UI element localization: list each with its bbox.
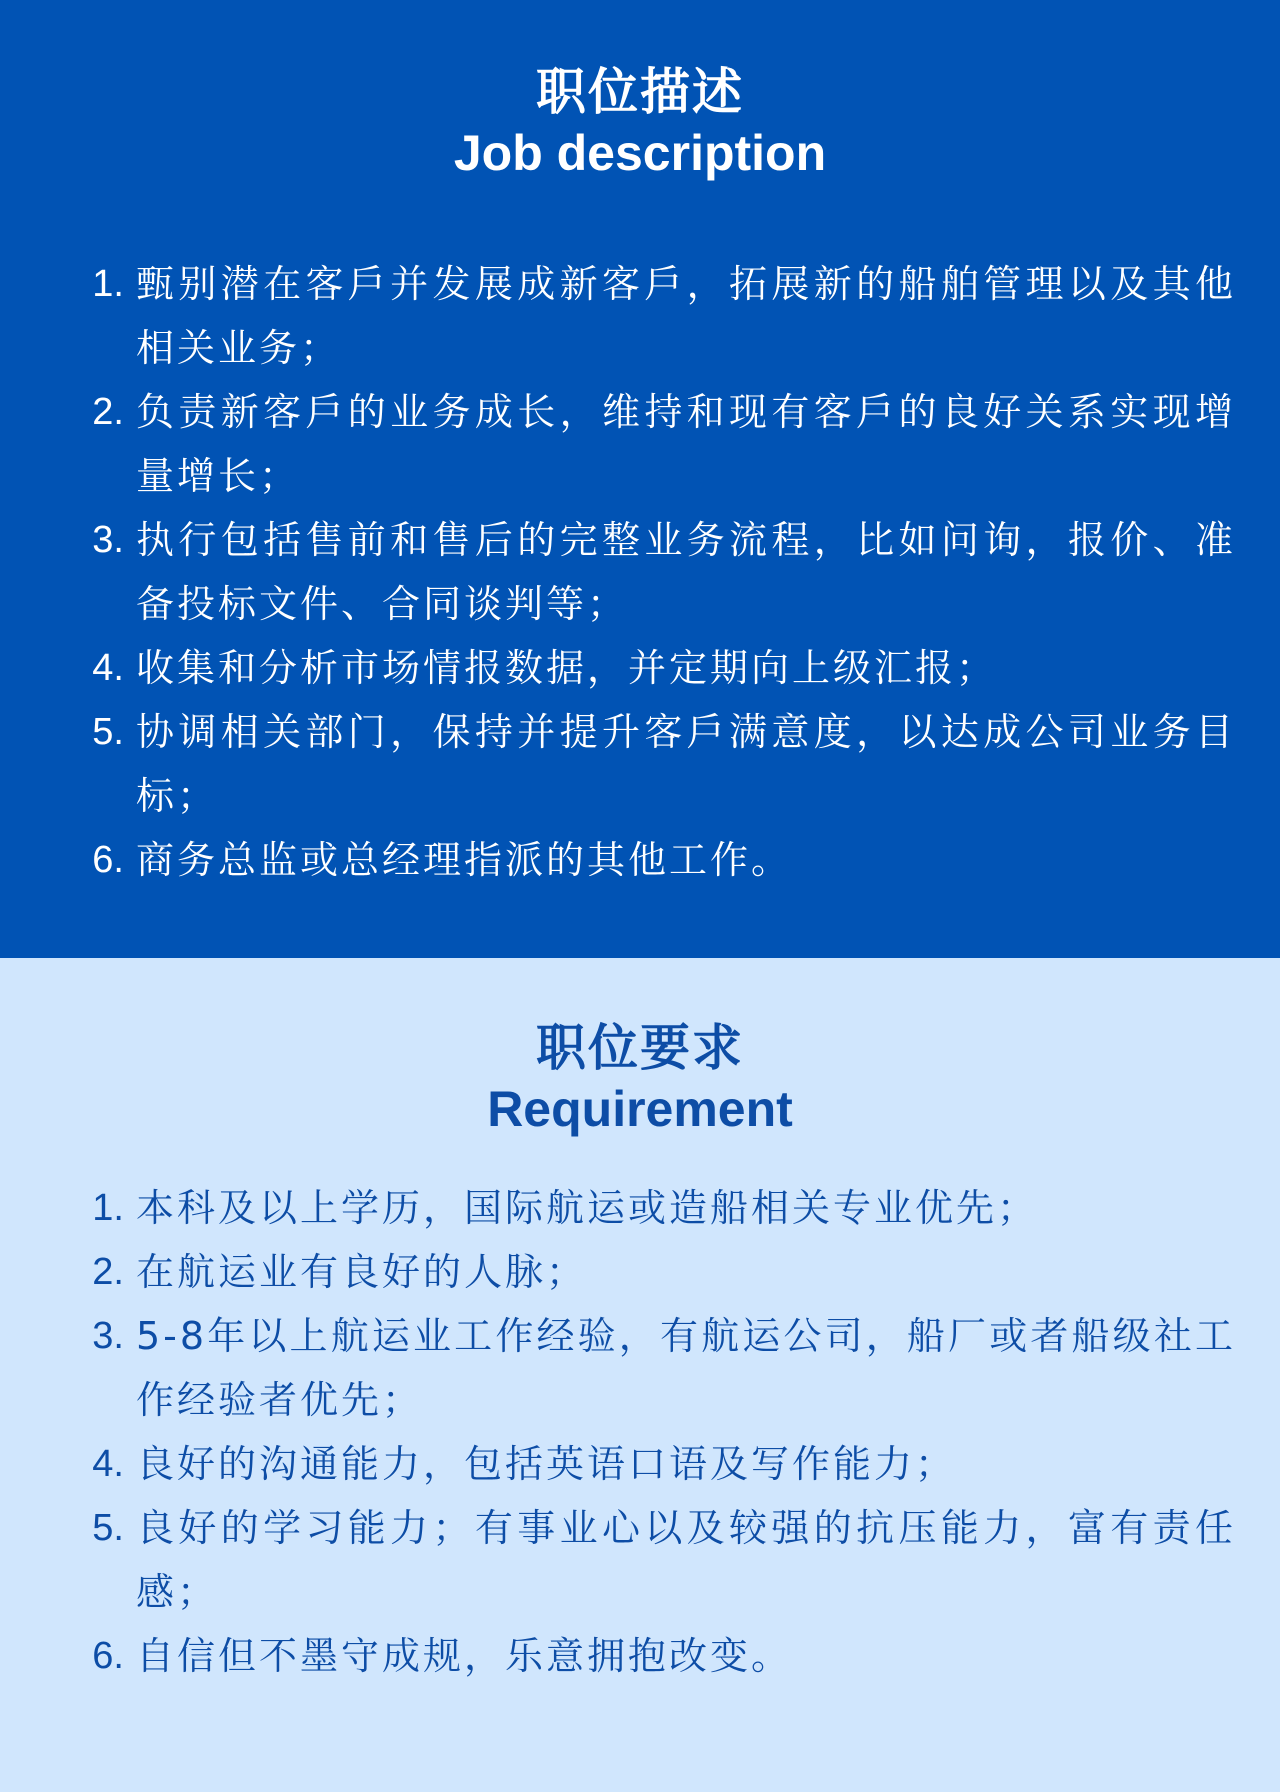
list-item <box>76 1432 1236 1496</box>
list-item-number: 1. <box>92 263 124 305</box>
list-item <box>76 636 1236 700</box>
requirement-title-cn: 职位要求 <box>536 1019 744 1077</box>
list-item-text: 良好的沟通能力，包括英语口语及写作能力； <box>136 1442 957 1486</box>
list-item-text: 良好的学习能力；有事业心以及较强的抗压能力，富有责任感； <box>136 1506 1236 1614</box>
list-item-text: 自信但不墨守成规，乐意拥抱改变。 <box>136 1634 793 1678</box>
list-item-text: 5-8年以上航运业工作经验，有航运公司，船厂或者船级社工作经验者优先； <box>136 1314 1236 1422</box>
job-description-title-en: Job description <box>453 125 827 181</box>
list-item-number: 2. <box>92 1251 124 1293</box>
list-item <box>76 1304 1236 1432</box>
list-item-number: 4. <box>92 647 124 689</box>
list-item-number: 5. <box>92 711 124 753</box>
list-item <box>76 252 1236 380</box>
list-item <box>76 1624 1236 1688</box>
list-item-number: 5. <box>92 1507 124 1549</box>
list-item <box>76 700 1236 828</box>
list-item-text: 在航运业有良好的人脉； <box>136 1250 588 1294</box>
list-item-text: 负责新客戶的业务成长，维持和现有客戶的良好关系实现增量增长； <box>136 390 1236 498</box>
requirement-list <box>76 1176 1236 1688</box>
list-item-text: 本科及以上学历，国际航运或造船相关专业优先； <box>136 1186 1039 1230</box>
list-item-number: 6. <box>92 839 124 881</box>
list-item <box>76 380 1236 508</box>
job-description-title-cn: 职位描述 <box>536 63 744 121</box>
requirement-section <box>0 958 1280 1792</box>
list-item <box>76 828 1236 892</box>
list-item-number: 2. <box>92 391 124 433</box>
list-item-text: 甄别潜在客戶并发展成新客戶，拓展新的船舶管理以及其他相关业务； <box>136 262 1236 370</box>
list-item <box>76 1176 1236 1240</box>
list-item-text: 执行包括售前和售后的完整业务流程，比如问询，报价、准备投标文件、合同谈判等； <box>136 518 1236 626</box>
list-item-text: 商务总监或总经理指派的其他工作。 <box>136 838 793 882</box>
list-item <box>76 508 1236 636</box>
list-item-number: 3. <box>92 519 124 561</box>
list-item-number: 1. <box>92 1187 124 1229</box>
job-description-list <box>76 252 1236 892</box>
list-item <box>76 1240 1236 1304</box>
list-item-text: 协调相关部门，保持并提升客戶满意度，以达成公司业务目标； <box>136 710 1236 818</box>
requirement-title-en: Requirement <box>487 1081 793 1137</box>
list-item-number: 6. <box>92 1635 124 1677</box>
list-item <box>76 1496 1236 1624</box>
list-item-number: 4. <box>92 1443 124 1485</box>
list-item-text: 收集和分析市场情报数据，并定期向上级汇报； <box>136 646 998 690</box>
list-item-number: 3. <box>92 1315 124 1357</box>
